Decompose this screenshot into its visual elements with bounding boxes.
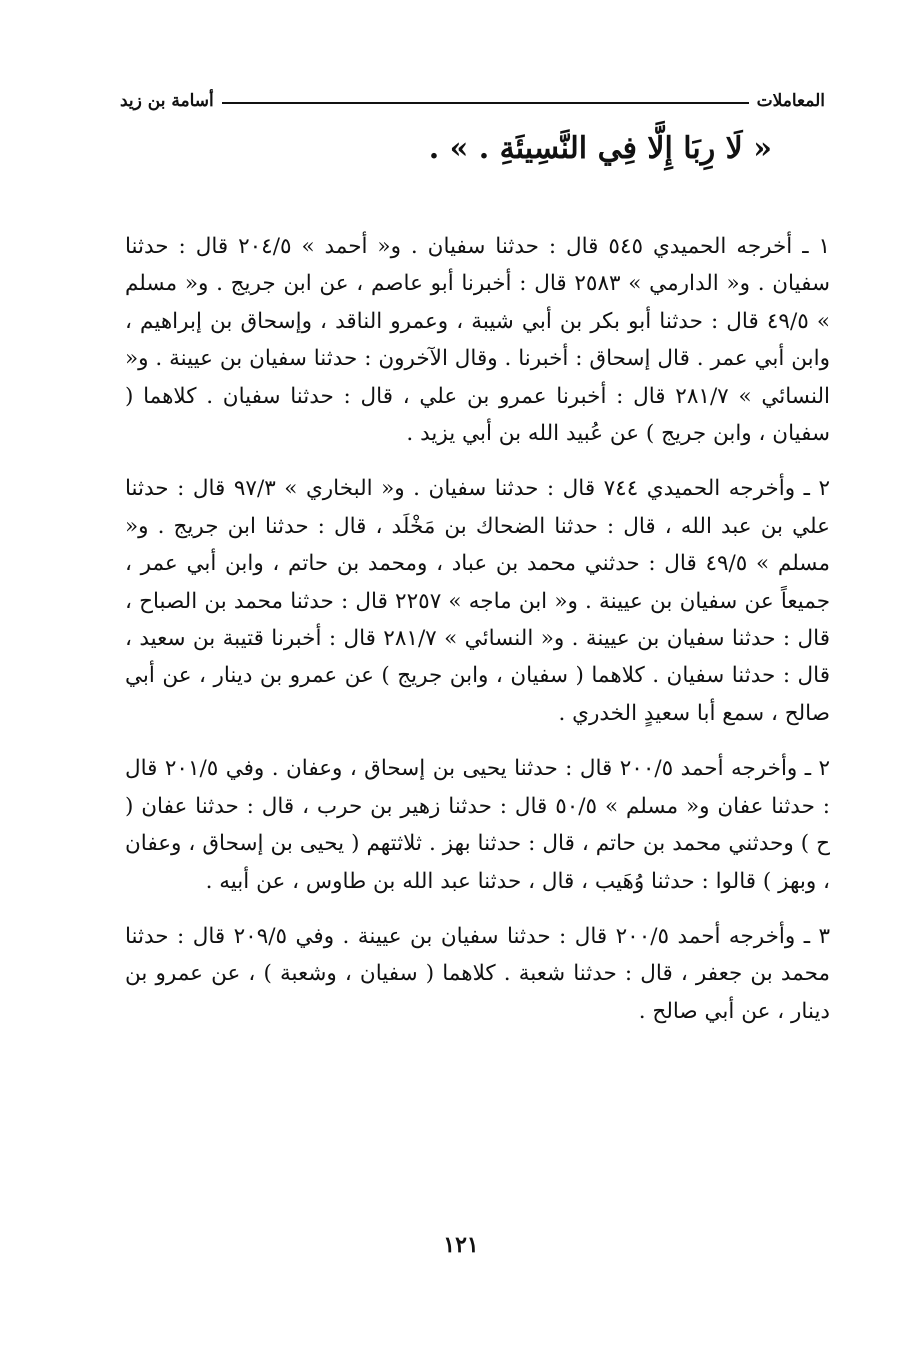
hadith-text: « لَا رِبَا إِلَّا فِي النَّسِيئَةِ . » . (428, 131, 772, 166)
page-number: ١٢١ (443, 1232, 479, 1258)
footnote-1: ١ ـ أخرجه الحميدي ٥٤٥ قال : حدثنا سفيان . و« أحمد » ٢٠٤/٥ قال : حدثنا سفيان . و« الدارمي » ٢٥٨٣ قال : أخبرنا أبو عاصم ، عن ابن جريج . و« مسلم » ٤٩/٥ قال : حدثنا أبو بكر بن أبي شيبة ، وعمرو الناقد ، وإسحاق بن إبراهيم ، وابن أبي عمر . قال إسحاق : أخبرنا . وقال الآخرون : حدثنا سفيان بن عيينة . و« النسائي » ٢٨١/٧ قال : أخبرنا عمرو بن علي ، قال : حدثنا سفيان . كلاهما ( سفيان ، وابن جريج ) عن عُبيد الله بن أبي يزيد . (125, 234, 830, 447)
section-title: المعاملات (756, 91, 825, 111)
footnotes (125, 228, 830, 1048)
footnote-4: ٣ ـ وأخرجه أحمد ٢٠٠/٥ قال : حدثنا سفيان بن عيينة . وفي ٢٠٩/٥ قال : حدثنا محمد بن جعفر ، قال : حدثنا شعبة . كلاهما ( سفيان ، وشعبة ) ، عن عمرو بن دينار ، عن أبي صالح . (125, 923, 830, 1024)
header-rule (222, 102, 749, 104)
running-header (120, 86, 825, 116)
footnote-2: ٢ ـ وأخرجه الحميدي ٧٤٤ قال : حدثنا سفيان . و« البخاري » ٩٧/٣ قال : حدثنا علي بن عبد الله ، قال : حدثنا الضحاك بن مَخْلَد ، قال : حدثنا ابن جريج . و« مسلم » ٤٩/٥ قال : حدثني محمد بن عباد ، ومحمد بن حاتم ، وابن أبي عمر ، جميعاً عن سفيان بن عيينة . و« ابن ماجه » ٢٢٥٧ قال : حدثنا محمد بن الصباح ، قال : حدثنا سفيان بن عيينة . و« النسائي » ٢٨١/٧ قال : أخبرنا قتيبة بن سعيد ، قال : حدثنا سفيان . كلاهما ( سفيان ، وابن جريج ) عن عمرو بن دينار ، عن أبي صالح ، سمع أبا سعيدٍ الخدري . (125, 476, 831, 726)
book-title: أسامة بن زيد (120, 91, 214, 111)
footnote-3: ٢ ـ وأخرجه أحمد ٢٠٠/٥ قال : حدثنا يحيى بن إسحاق ، وعفان . وفي ٢٠١/٥ قال : حدثنا عفان و« مسلم » ٥٠/٥ قال : حدثنا زهير بن حرب ، قال : حدثنا عفان ( ح ) وحدثني محمد بن حاتم ، قال : حدثنا بهز . ثلاثتهم ( يحيى بن إسحاق ، وعفان ، وبهز ) قالوا : حدثنا وُهَيب ، قال ، حدثنا عبد الله بن طاوس ، عن أبيه . (125, 756, 830, 894)
